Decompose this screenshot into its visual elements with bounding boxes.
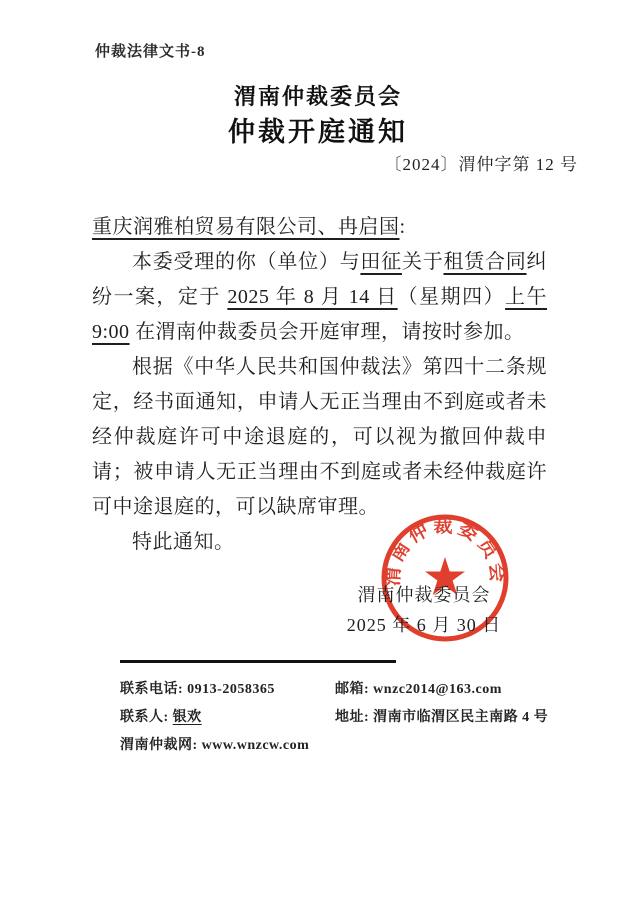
document-code: 仲裁法律文书-8 (95, 44, 206, 60)
footer-contact-line (120, 704, 335, 732)
closing-line: 特此通知。 (132, 531, 235, 553)
signature-date: 2025 年 6 月 30 日 (346, 615, 502, 635)
underlined-field: 上午 9:00 (92, 286, 548, 343)
email-value: wnzc2014@163.com (373, 682, 502, 697)
address-label: 地址: (335, 710, 374, 725)
seal-arc-text: 渭南仲裁委员会 (382, 515, 508, 587)
underlined-field: 田征 (360, 251, 402, 273)
footer-address-line (335, 704, 580, 732)
document-header (0, 0, 636, 177)
footer-email-line (335, 676, 580, 704)
case-number: 〔2024〕渭仲字第 12 号 (384, 155, 578, 174)
email-label: 邮箱: (335, 682, 374, 697)
addressee-name: 重庆润雅柏贸易有限公司、冉启国 (92, 216, 400, 238)
footer-right-column (335, 676, 580, 760)
text-segment: 纠纷一案，定于 (92, 251, 548, 308)
document-title: 仲裁开庭通知 (228, 117, 408, 147)
footer-left-column (120, 676, 335, 760)
footer-divider (120, 660, 396, 663)
signature-block (338, 580, 510, 640)
footer-phone-line (120, 676, 335, 704)
contact-label: 联系人: (120, 710, 173, 725)
contact-value: 银欢 (172, 710, 202, 725)
website-value: www.wnzcw.com (201, 738, 310, 753)
text-segment: 关于 (401, 251, 444, 273)
underlined-field: 租赁合同 (443, 251, 527, 273)
text-segment: （星期四） (397, 286, 506, 308)
organization-title: 渭南仲裁委员会 (233, 84, 402, 109)
paragraph-legal-basis: 根据《中华人民共和国仲裁法》第四十二条规定，经书面通知，申请人无正当理由不到庭或者未经仲裁庭许可中途退庭的，可以视为撤回仲裁申请；被申请人无正当理由不到庭或者未经仲裁庭许可中途退庭的，可以缺席审理。 (92, 356, 547, 518)
address-value: 渭南市临渭区民主南路 4 号 (373, 710, 549, 725)
addressee-line (92, 210, 547, 245)
phone-value: 0913-2058365 (187, 682, 275, 697)
footer-contact-info (120, 676, 580, 760)
text-segment: 本委受理的你（单位）与 (132, 251, 361, 273)
footer-website-line (120, 732, 335, 760)
phone-label: 联系电话: (120, 682, 188, 697)
addressee-colon: : (399, 216, 406, 238)
signature-organization: 渭南仲裁委员会 (357, 585, 491, 605)
text-segment: 在渭南仲裁委员会开庭审理，请按时参加。 (129, 321, 525, 343)
paragraph-hearing-info (92, 245, 547, 350)
underlined-field: 2025 年 8 月 14 日 (227, 286, 398, 308)
website-label: 渭南仲裁网: (120, 738, 202, 753)
